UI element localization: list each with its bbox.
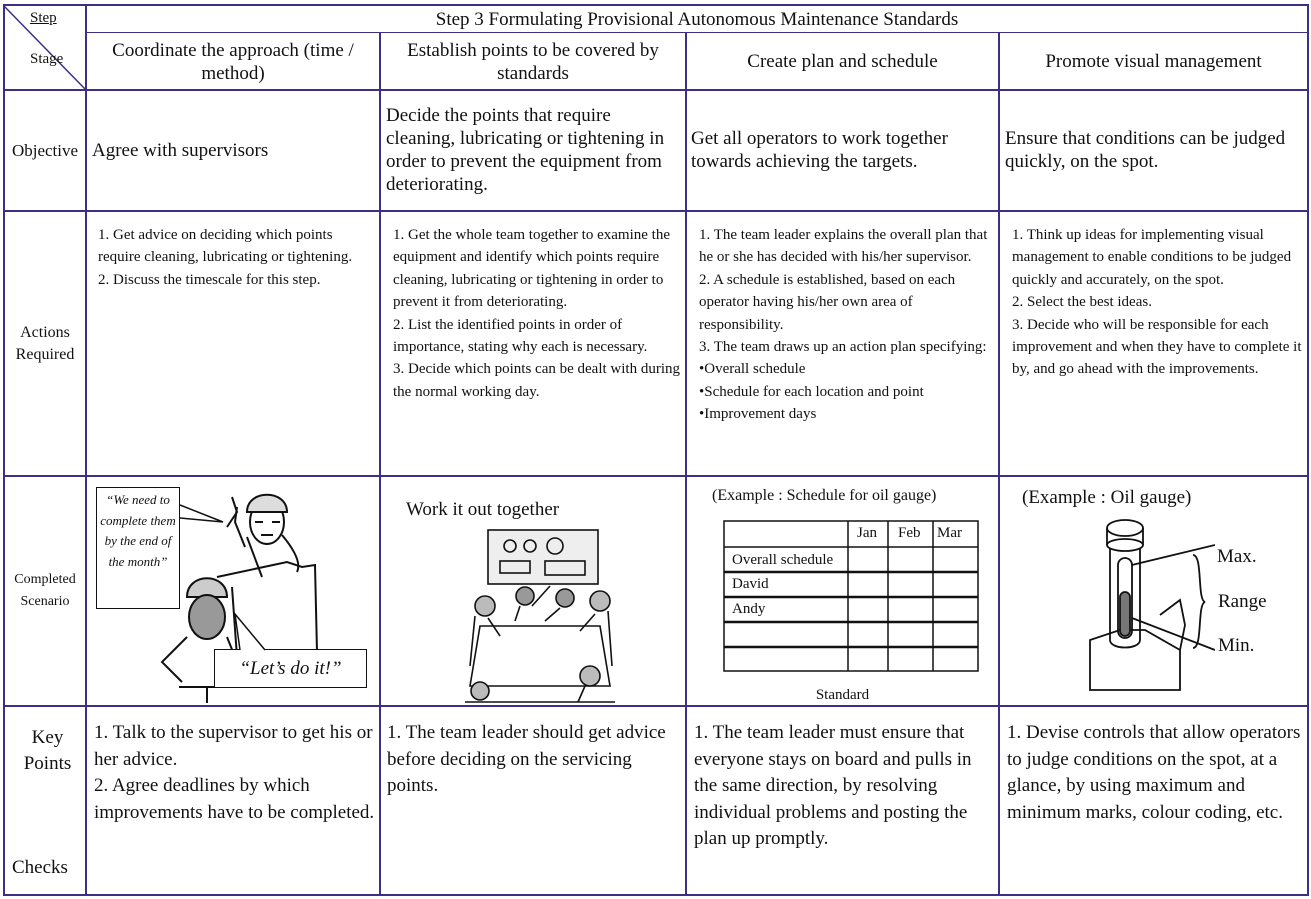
row-label-key-points: Key Points (23, 727, 72, 774)
scenario-2-caption: Work it out together (406, 499, 560, 520)
scenario-4-caption: (Example : Oil gauge) (1022, 487, 1192, 508)
speech-bubble-supervisor (96, 487, 180, 609)
month-jan: Jan (857, 525, 877, 541)
schedule-grid (723, 520, 979, 672)
bubble-tail-1 (178, 500, 228, 530)
corner-stage-label: Stage (30, 51, 64, 67)
actions-3: 1. The team leader explains the overall plan that he or she has decided with his/her supervisor. 2. A schedule is established, based on each operator having his/her own area of responsibility. 3. The team draws up an action plan specifying: •Overall schedule •Schedule for each location and point •Improvement days (699, 227, 988, 423)
stage-header-1: Coordinate the approach (time / method) (112, 39, 354, 84)
scenario-2-illustration (460, 526, 620, 704)
key-points-1: 1. Talk to the supervisor to get his or her advice. 2. Agree deadlines by which improvements have to be completed. (94, 722, 375, 823)
key-points-3: 1. The team leader must ensure that everyone stays on board and pulls in the same direction, by resolving individual problems and posting the plan up promptly. (694, 722, 972, 849)
schedule-footer: Standard (815, 687, 870, 703)
actions-2: 1. Get the whole team together to examine the equipment and identify which points require cleaning, lubricating or tightening in order to prevent it from deteriorating. 2. List the identified points in order of importance, stating why each is necessary. 3. Decide which points can be dealt with during the normal working day. (393, 227, 681, 400)
objective-4: Ensure that conditions can be judged quickly, on the spot. (1005, 128, 1286, 172)
row-label-actions: Actions Required (15, 323, 75, 363)
gauge-range-label: Range (1218, 591, 1267, 612)
gauge-max-label: Max. (1217, 546, 1257, 567)
corner-step-label (30, 10, 80, 30)
team-cartoon (460, 526, 620, 704)
objective-3: Get all operators to work together towards achieving the targets. (691, 128, 948, 172)
stage-header-4: Promote visual management (1045, 51, 1262, 72)
key-points-4: 1. Devise controls that allow operators to judge conditions on the spot, at a glance, by using maximum and minimum marks, colour coding, etc. (1007, 722, 1301, 823)
objective-2: Decide the points that require cleaning, lubricating or tightening in order to prevent the equipment from deteriorating. (386, 105, 665, 195)
oil-gauge-drawing (1085, 510, 1215, 700)
schedule-row-andy: Andy (732, 601, 766, 617)
key-points-2: 1. The team leader should get advice before deciding on the servicing points. (387, 722, 666, 796)
stage-header-2: Establish points to be covered by standards (407, 39, 659, 84)
scenario-3-caption: (Example : Schedule for oil gauge) (712, 487, 937, 504)
speech-bubble-worker-text: “Let’s do it!” (239, 657, 342, 679)
schedule-table (723, 520, 979, 672)
stage-header-3: Create plan and schedule (747, 51, 938, 72)
row-label-scenario: Completed Scenario (14, 572, 76, 609)
row-label-checks: Checks (12, 857, 68, 878)
step-title: Step 3 Formulating Provisional Autonomous Maintenance Standards (435, 9, 959, 30)
actions-4: 1. Think up ideas for implementing visual management to enable conditions to be judged quickly and accurately, on the spot. 2. Select the best ideas. 3. Decide who will be responsible for each improvement and when they have to complete it by, and go ahead with the improvements. (1012, 227, 1302, 378)
actions-1: 1. Get advice on deciding which points require cleaning, lubricating or tightening. 2. Discuss the timescale for this step. (98, 227, 353, 288)
oil-gauge-illustration (1085, 510, 1215, 700)
speech-bubble-supervisor-text: “We need to complete them by the end of the month” (100, 492, 176, 569)
row-label-objective: Objective (11, 140, 79, 160)
month-feb: Feb (898, 525, 921, 541)
month-mar: Mar (937, 525, 962, 541)
schedule-row-david: David (732, 576, 769, 592)
corner-step-text: Step (30, 10, 57, 26)
gauge-min-label: Min. (1218, 635, 1255, 656)
objective-1: Agree with supervisors (92, 140, 269, 161)
speech-bubble-worker (214, 649, 367, 688)
schedule-row-overall: Overall schedule (732, 552, 834, 568)
bubble-tail-2 (230, 612, 270, 652)
